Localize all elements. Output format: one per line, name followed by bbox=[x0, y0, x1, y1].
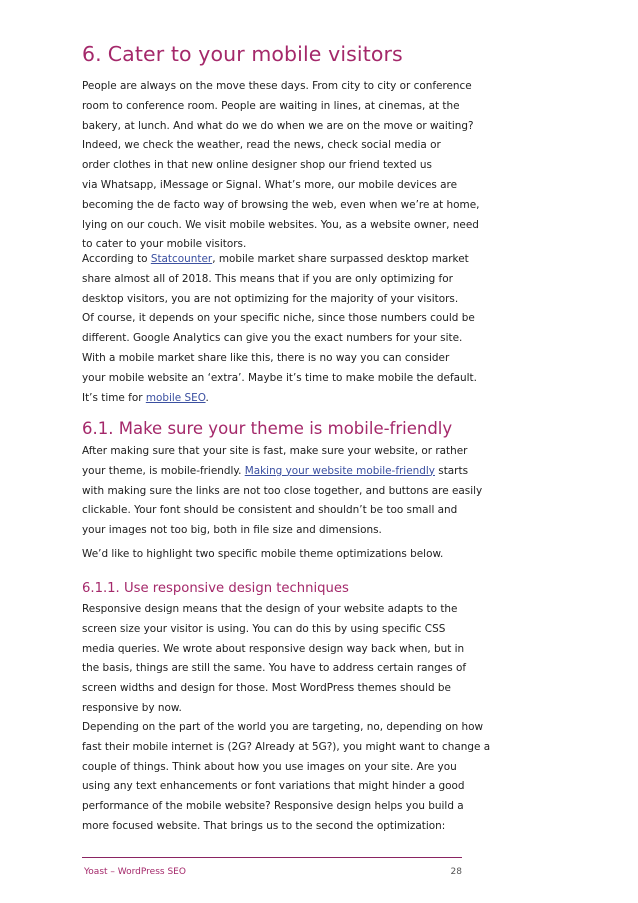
text-line: using any text enhancements or font variations that might hinder a good bbox=[82, 780, 465, 793]
text-line bbox=[82, 389, 478, 409]
text-line: performance of the mobile website? Responsive design helps you build a bbox=[82, 800, 464, 813]
section-paragraph-1 bbox=[82, 77, 478, 255]
text-line: We’d like to highlight two specific mobile theme optimizations below. bbox=[82, 548, 444, 560]
text-line: order clothes in that new online designer shop our friend texted us bbox=[82, 159, 432, 172]
text-fragment: your theme, is mobile-friendly. bbox=[82, 464, 245, 477]
text-line: with making sure the links are not too close together, and buttons are easily bbox=[82, 484, 483, 497]
text-line: responsive by now. bbox=[82, 701, 182, 714]
text-line: clickable. Your font should be consistent and shouldn’t be too small and bbox=[82, 504, 458, 517]
section-number: 6. bbox=[82, 42, 102, 66]
text-line: different. Google Analytics can give you the exact numbers for your site. bbox=[82, 332, 463, 345]
text-line: via Whatsapp, iMessage or Signal. What’s more, our mobile devices are bbox=[82, 178, 458, 191]
subsubsection-paragraph-2 bbox=[82, 718, 491, 837]
text-line: couple of things. Think about how you use images on your site. Are you bbox=[82, 760, 457, 773]
text-line: Depending on the part of the world you are targeting, no, depending on how bbox=[82, 721, 484, 733]
text-line: fast their mobile internet is (2G? Already at 5G?), you might want to change a bbox=[82, 740, 491, 753]
text-line: share almost all of 2018. This means that if you are only optimizing for bbox=[82, 272, 453, 285]
text-line: the basis, things are still the same. You have to address certain ranges of bbox=[82, 662, 467, 675]
text-line: After making sure that your site is fast, make sure your website, or rather bbox=[82, 445, 468, 457]
text-line: your images not too big, both in file size and dimensions. bbox=[82, 524, 382, 537]
text-fragment: It’s time for bbox=[82, 391, 146, 404]
text-line: With a mobile market share like this, there is no way you can consider bbox=[82, 352, 450, 364]
text-line: People are always on the move these days. From city to city or conference bbox=[82, 80, 472, 92]
text-fragment: starts bbox=[434, 464, 469, 477]
text-line bbox=[82, 462, 478, 482]
text-line bbox=[82, 250, 478, 270]
text-line: screen size your visitor is using. You can do this by using specific CSS bbox=[82, 622, 446, 635]
text-line: Of course, it depends on your specific niche, since those numbers could be bbox=[82, 312, 475, 325]
subsubsection-heading: 6.1.1. Use responsive design techniques bbox=[82, 581, 349, 596]
statcounter-link[interactable]: Statcounter bbox=[150, 253, 213, 265]
section-heading bbox=[82, 42, 403, 66]
text-line: Indeed, we check the weather, read the news, check social media or bbox=[82, 139, 441, 152]
text-line: room to conference room. People are waiting in lines, at cinemas, at the bbox=[82, 99, 460, 112]
text-line: more focused website. That brings us to the second the optimization: bbox=[82, 819, 446, 832]
subsection-heading: 6.1. Make sure your theme is mobile-friendly bbox=[82, 419, 453, 438]
text-fragment: , mobile market share surpassed desktop market bbox=[212, 253, 469, 265]
text-line: Responsive design means that the design of your website adapts to the bbox=[82, 603, 458, 615]
text-line: becoming the de facto way of browsing the web, even when we’re at home, bbox=[82, 198, 480, 211]
text-line: to cater to your mobile visitors. bbox=[82, 238, 247, 251]
page-number: 28 bbox=[450, 867, 462, 877]
text-line: lying on our couch. We visit mobile websites. You, as a website owner, need bbox=[82, 218, 479, 231]
footer-divider bbox=[82, 857, 462, 858]
section-paragraph-3 bbox=[82, 349, 478, 408]
text-fragment: According to bbox=[82, 253, 151, 265]
footer-title: Yoast – WordPress SEO bbox=[84, 867, 186, 877]
subsection-paragraph-1 bbox=[82, 442, 483, 541]
text-line: your mobile website an ‘extra’. Maybe it’s time to make mobile the default. bbox=[82, 371, 477, 384]
mobile-friendly-link[interactable]: Making your website mobile-friendly bbox=[244, 464, 435, 477]
mobile-seo-link[interactable]: mobile SEO bbox=[145, 391, 206, 404]
text-line: media queries. We wrote about responsive design way back when, but in bbox=[82, 642, 465, 655]
section-paragraph-2 bbox=[82, 250, 478, 349]
subsubsection-paragraph-1 bbox=[82, 600, 478, 719]
text-line: desktop visitors, you are not optimizing for the majority of your visitors. bbox=[82, 292, 459, 305]
subsection-paragraph-2 bbox=[82, 545, 478, 565]
text-line: bakery, at lunch. And what do we do when we are on the move or waiting? bbox=[82, 119, 474, 132]
section-title: Cater to your mobile visitors bbox=[107, 42, 403, 66]
text-line: screen widths and design for those. Most WordPress themes should be bbox=[82, 682, 451, 695]
text-fragment: . bbox=[205, 391, 209, 404]
